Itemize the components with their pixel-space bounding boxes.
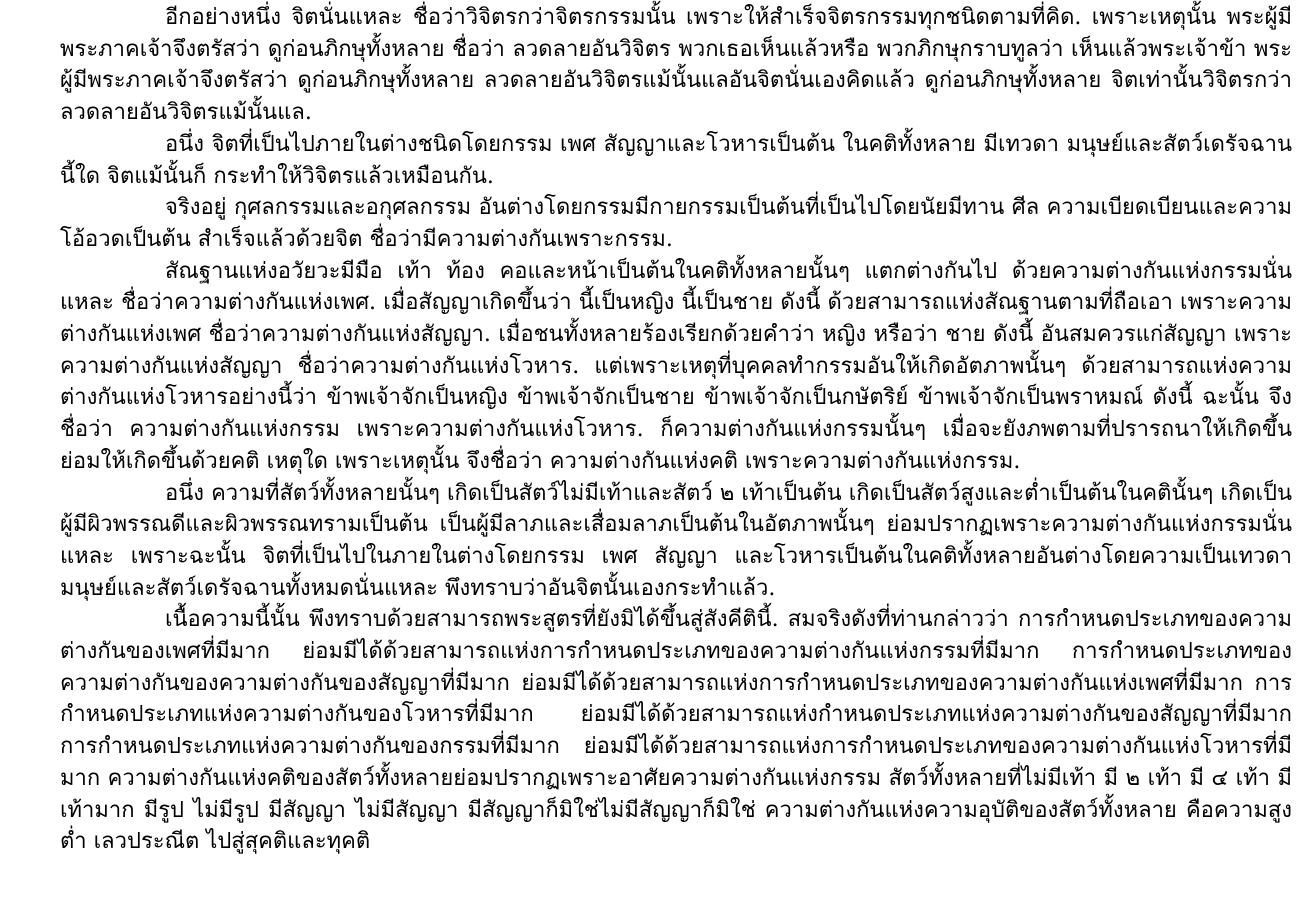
paragraph-4: สัณฐานแห่งอวัยวะมีมือ เท้า ท้อง คอและหน้าเป็นต้นในคติทั้งหลายนั้นๆ แตกต่างกันไป ด้วยความต่างกันแห่งกรรมนั่นแหละ ชื่อว่าความต่างกันแห่งเพศ. เมื่อสัญญาเกิดขึ้นว่า นี้เป็นหญิง นี้เป็นชาย ดังนี้ ด้วยสามารถแห่งสัณฐานตามที่ถือเอา เพราะความต่างกันแห่งเพศ ชื่อว่าความต่างกันแห่งสัญญา. เมื่อชนทั้งหลายร้องเรียกด้วยคำว่า หญิง หรือว่า ชาย ดังนี้ อันสมควรแก่สัญญา เพราะความต่างกันแห่งสัญญา ชื่อว่าความต่างกันแห่งโวหาร. แต่เพราะเหตุที่บุคคลทำกรรมอันให้เกิดอัตภาพนั้นๆ ด้วยสามารถแห่งความต่างกันแห่งโวหารอย่างนี้ว่า ข้าพเจ้าจักเป็นหญิง ข้าพเจ้าจักเป็นชาย ข้าพเจ้าจักเป็นกษัตริย์ ข้าพเจ้าจักเป็นพราหมณ์ ดังนี้ ฉะนั้น จึงชื่อว่า ความต่างกันแห่งกรรม เพราะความต่างกันแห่งโวหาร. ก็ความต่างกันแห่งกรรมนั้นๆ เมื่อจะยังภพตามที่ปรารถนาให้เกิดขึ้น ย่อมให้เกิดขึ้นด้วยคติ เหตุใด เพราะเหตุนั้น จึงชื่อว่า ความต่างกันแห่งคติ เพราะความต่างกันแห่งกรรม. bbox=[60, 258, 1292, 474]
paragraph-2: อนึ่ง จิตที่เป็นไปภายในต่างชนิดโดยกรรม เพศ สัญญาและโวหารเป็นต้น ในคติทั้งหลาย มีเทวดา มนุษย์และสัตว์เดรัจฉานนี้ใด จิตแม้นั้นก็ กระทำให้วิจิตรแล้วเหมือนกัน. bbox=[60, 131, 1292, 189]
document-body bbox=[60, 2, 1292, 858]
paragraph-3: จริงอยู่ กุศลกรรมและอกุศลกรรม อันต่างโดยกรรมมีกายกรรมเป็นต้นที่เป็นไปโดยนัยมีทาน ศีล ความเบียดเบียนและความโอ้อวดเป็นต้น สำเร็จแล้วด้วยจิต ชื่อว่ามีความต่างกันเพราะกรรม. bbox=[60, 195, 1292, 252]
paragraph-6: เนื้อความนี้นั้น พึงทราบด้วยสามารถพระสูตรที่ยังมิได้ขึ้นสู่สังคีตินี้. สมจริงดังที่ท่านกล่าวว่า การกำหนดประเภทของความต่างกันของเพศที่มีมาก ย่อมมีได้ด้วยสามารถแห่งการกำหนดประเภทของความต่างกันแห่งกรรมที่มีมาก การกำหนดประเภทของความต่างกันของความต่างกันของสัญญาที่มีมาก ย่อมมีได้ด้วยสามารถแห่งการกำหนดประเภทของความต่างกันแห่งเพศที่มีมาก การกำหนดประเภทแห่งความต่างกันของโวหารที่มีมาก ย่อมมีได้ด้วยสามารถแห่งกำหนดประเภทแห่งความต่างกันของสัญญาที่มีมาก การกำหนดประเภทแห่งความต่างกันของกรรมที่มีมาก ย่อมมีได้ด้วยสามารถแห่งการกำหนดประเภทของความต่างกันแห่งโวหารที่มีมาก ความต่างกันแห่งคติของสัตว์ทั้งหลายย่อมปรากฏเพราะอาศัยความต่างกันแห่งกรรม สัตว์ทั้งหลายที่ไม่มีเท้า มี ๒ เท้า มี ๔ เท้า มีเท้ามาก มีรูป ไม่มีรูป มีสัญญา ไม่มีสัญญา มีสัญญาก็มิใช่ไม่มีสัญญาก็มิใช่ ความต่างกันแห่งความอุบัติของสัตว์ทั้งหลาย คือความสูงต่ำ เลวประณีต ไปสู่สุคติและทุคติ bbox=[60, 607, 1292, 855]
paragraph-5: อนึ่ง ความที่สัตว์ทั้งหลายนั้นๆ เกิดเป็นสัตว์ไม่มีเท้าและสัตว์ ๒ เท้าเป็นต้น เกิดเป็นสัตว์สูงและต่ำเป็นต้นในคตินั้นๆ เกิดเป็นผู้มีผิวพรรณดีและผิวพรรณทรามเป็นต้น เป็นผู้มีลาภและเสื่อมลาภเป็นต้นในอัตภาพนั้นๆ ย่อมปรากฏเพราะความต่างกันแห่งกรรมนั่นแหละ เพราะฉะนั้น จิตที่เป็นไปในภายในต่างโดยกรรม เพศ สัญญา และโวหารเป็นต้นในคติทั้งหลายอันต่างโดยความเป็นเทวดา มนุษย์และสัตว์เดรัจฉานทั้งหมดนั่นแหละ พึงทราบว่าอันจิตนั้นเองกระทำแล้ว. bbox=[60, 480, 1292, 601]
paragraph-1: อีกอย่างหนึ่ง จิตนั่นแหละ ชื่อว่าวิจิตรกว่าจิตรกรรมนั้น เพราะให้สำเร็จจิตรกรรมทุกชนิดตามที่คิด. เพราะเหตุนั้น พระผู้มีพระภาคเจ้าจึงตรัสว่า ดูก่อนภิกษุทั้งหลาย ชื่อว่า ลวดลายอันวิจิตร พวกเธอเห็นแล้วหรือ พวกภิกษุกราบทูลว่า เห็นแล้วพระเจ้าข้า พระผู้มีพระภาคเจ้าจึงตรัสว่า ดูก่อนภิกษุทั้งหลาย ลวดลายอันวิจิตรแม้นั้นแลอันจิตนั่นเองคิดแล้ว ดูก่อนภิกษุทั้งหลาย จิตเท่านั้นวิจิตรกว่าลวดลายอันวิจิตรแม้นั้นแล. bbox=[60, 5, 1292, 126]
